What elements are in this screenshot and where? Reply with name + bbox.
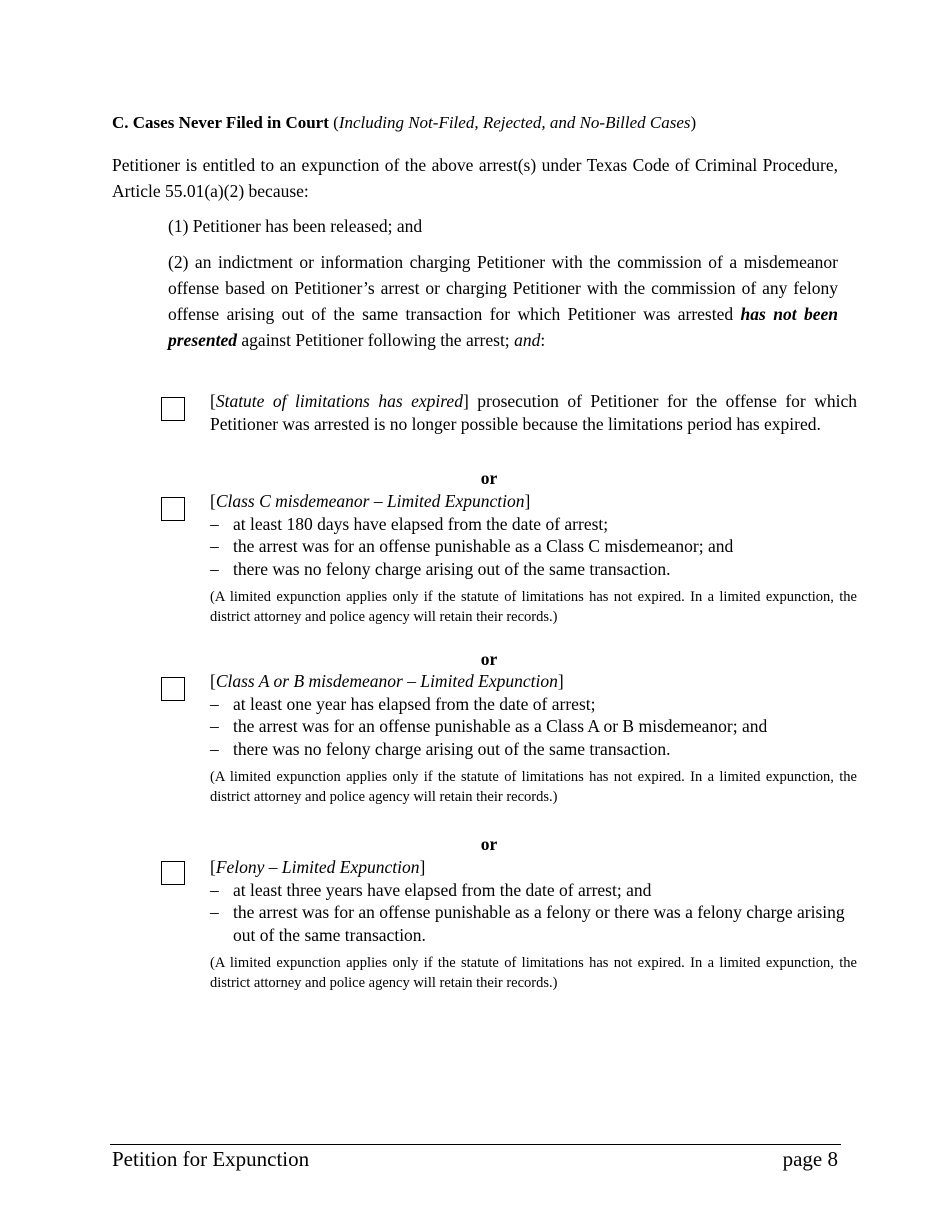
condition-2-colon: : bbox=[540, 330, 546, 350]
bracket-close: ] bbox=[462, 391, 469, 411]
section-heading bbox=[112, 113, 696, 133]
option-class-c bbox=[210, 490, 857, 627]
bracket-open: [ bbox=[210, 671, 216, 691]
bracket-close: ] bbox=[557, 671, 564, 691]
bracket-open: [ bbox=[210, 857, 216, 877]
condition-2-text-end: against Petitioner following the arrest; bbox=[237, 330, 510, 350]
list-item bbox=[210, 879, 857, 902]
or-separator-3: or bbox=[480, 834, 498, 854]
section-heading-title: C. Cases Never Filed in Court bbox=[112, 113, 329, 132]
bracket-open: [ bbox=[210, 491, 216, 511]
list-item bbox=[210, 513, 857, 536]
requirement-list bbox=[210, 693, 857, 761]
checkbox-class-c[interactable] bbox=[161, 497, 185, 521]
option-statute-expired bbox=[210, 390, 857, 435]
option-body: prosecution of Petitioner for the offense for which Petitioner was arrested is no longer possible because the limitations period has expired. bbox=[210, 391, 857, 434]
list-item-text: the arrest was for an offense punishable as a felony or there was a felony charge arising out of the same transaction. bbox=[233, 902, 845, 945]
condition-2 bbox=[168, 249, 838, 353]
dash-marker: – bbox=[210, 558, 219, 579]
limited-expunction-note: (A limited expunction applies only if the statute of limitations has not expired. In a limited expunction, the district attorney and police agency will retain their records.) bbox=[210, 955, 857, 991]
dash-marker: – bbox=[210, 536, 219, 556]
dash-marker: – bbox=[210, 738, 219, 759]
list-item-text: the arrest was for an offense punishable as a Class A or B misdemeanor; and bbox=[233, 716, 768, 736]
list-item bbox=[210, 715, 857, 738]
bracket-open: [ bbox=[210, 391, 216, 411]
section-heading-subtitle: Including Not-Filed, Rejected, and No-Billed Cases bbox=[338, 113, 691, 132]
option-class-a-b bbox=[210, 670, 857, 807]
checkbox-class-a-b[interactable] bbox=[161, 677, 185, 701]
requirement-list bbox=[210, 879, 857, 947]
intro-paragraph: Petitioner is entitled to an expunction of the above arrest(s) under Texas Code of Criminal Procedure, Article 55.01(a)(2) because: bbox=[112, 155, 838, 201]
checkbox-statute-expired[interactable] bbox=[161, 397, 185, 421]
limited-expunction-note: (A limited expunction applies only if the statute of limitations has not expired. In a limited expunction, the district attorney and police agency will retain their records.) bbox=[210, 589, 857, 625]
option-title-line bbox=[210, 670, 857, 693]
option-felony bbox=[210, 856, 857, 993]
option-title: Class C misdemeanor – Limited Expunction bbox=[215, 491, 525, 511]
list-item bbox=[210, 535, 857, 558]
dash-marker: – bbox=[210, 693, 219, 714]
bracket-close: ] bbox=[524, 491, 531, 511]
checkbox-felony[interactable] bbox=[161, 861, 185, 885]
list-item bbox=[210, 693, 857, 716]
footer-title: Petition for Expunction bbox=[112, 1147, 310, 1171]
condition-2-emphasis: has not been presented bbox=[168, 304, 838, 350]
list-item bbox=[210, 901, 857, 946]
dash-marker: – bbox=[210, 513, 219, 534]
list-item-text: the arrest was for an offense punishable as a Class C misdemeanor; and bbox=[233, 536, 734, 556]
condition-2-text: (2) an indictment or information charging Petitioner with the commission of a misdemeanor offense based on Petitioner’s arrest or charging Petitioner with the commission of any felony offense arising out of the same transaction for which Petitioner was arrested bbox=[168, 252, 838, 324]
list-item bbox=[210, 558, 857, 581]
page-number: page 8 bbox=[782, 1147, 838, 1171]
option-title: Felony – Limited Expunction bbox=[215, 857, 420, 877]
heading-open-paren: ( bbox=[328, 113, 339, 132]
list-item-text: at least 180 days have elapsed from the date of arrest; bbox=[233, 513, 609, 534]
option-title: Class A or B misdemeanor – Limited Expunction bbox=[215, 671, 558, 691]
option-title-line bbox=[210, 490, 857, 513]
limited-expunction-note: (A limited expunction applies only if the statute of limitations has not expired. In a limited expunction, the district attorney and police agency will retain their records.) bbox=[210, 769, 857, 805]
list-item bbox=[210, 738, 857, 761]
footer-divider bbox=[110, 1144, 841, 1145]
dash-marker: – bbox=[210, 902, 219, 922]
condition-1: (1) Petitioner has been released; and bbox=[168, 216, 423, 236]
or-separator-1: or bbox=[480, 468, 498, 488]
list-item-text: at least one year has elapsed from the date of arrest; bbox=[233, 693, 596, 714]
condition-2-and: and bbox=[514, 330, 541, 350]
heading-close-paren: ) bbox=[690, 113, 697, 132]
list-item-text: there was no felony charge arising out of the same transaction. bbox=[233, 738, 671, 759]
list-item-text: there was no felony charge arising out of the same transaction. bbox=[233, 558, 671, 579]
bracket-close: ] bbox=[419, 857, 426, 877]
dash-marker: – bbox=[210, 716, 219, 736]
dash-marker: – bbox=[210, 879, 219, 900]
requirement-list bbox=[210, 513, 857, 581]
or-separator-2: or bbox=[480, 649, 498, 669]
list-item-text: at least three years have elapsed from the date of arrest; and bbox=[233, 879, 652, 900]
option-title: Statute of limitations has expired bbox=[215, 391, 463, 411]
option-statute-expired-text bbox=[210, 390, 857, 435]
option-title-line bbox=[210, 856, 857, 879]
